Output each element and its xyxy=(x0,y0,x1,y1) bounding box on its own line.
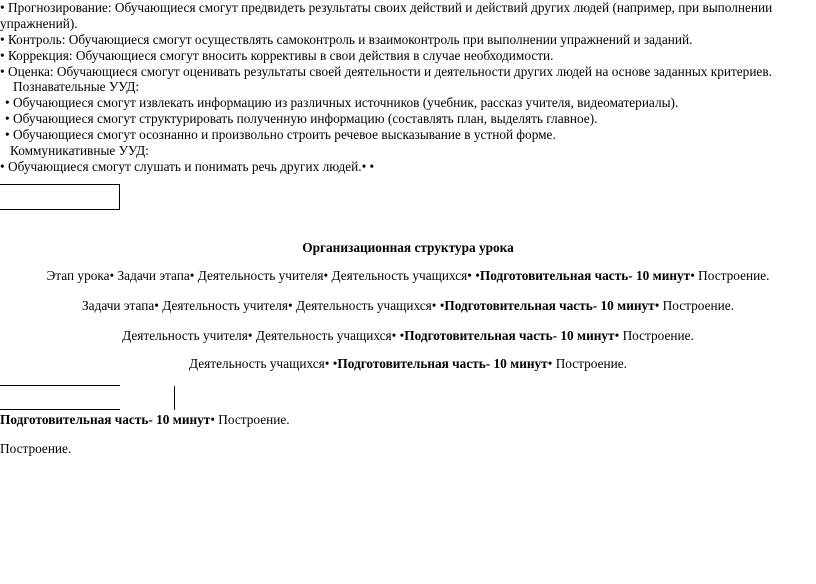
row-4-text: Деятельность учащихся• • xyxy=(189,356,338,371)
row-1-bold: Подготовительная часть- 10 минут xyxy=(479,268,691,283)
row-1-text: Этап урока• Задачи этапа• Деятельность учителя• Деятельность учащихся• • xyxy=(46,268,480,283)
structure-row-5 xyxy=(0,412,290,428)
rule-line-bottom xyxy=(0,409,120,410)
row-3-bold: Подготовительная часть- 10 минут xyxy=(404,328,615,343)
rule-line-vertical xyxy=(174,386,175,410)
text-line-forecasting-cont: упражнений). xyxy=(0,16,78,31)
rule-line-top xyxy=(0,385,120,386)
bullet-marks: • • xyxy=(361,159,375,174)
structure-row-4 xyxy=(0,356,816,372)
row-5-tail: • Построение. xyxy=(210,412,290,427)
empty-frame xyxy=(0,184,120,210)
text-line-listening xyxy=(0,159,374,175)
row-4-bold: Подготовительная часть- 10 минут xyxy=(337,356,548,371)
text-listening: • Обучающиеся смогут слушать и понимать речь других людей. xyxy=(0,159,362,174)
row-3-text: Деятельность учителя• Деятельность учащихся• • xyxy=(122,328,405,343)
row-1-tail: • Построение. xyxy=(690,268,770,283)
row-2-bold: Подготовительная часть- 10 минут xyxy=(444,298,655,313)
text-line-evaluation: • Оценка: Обучающиеся смогут оценивать результаты своей деятельности и деятельности других людей на основе заданных критериев. xyxy=(0,64,772,79)
structure-row-2 xyxy=(0,298,816,314)
text-line-speech: • Обучающиеся смогут осознанно и произвольно строить речевое высказывание в устной форме. xyxy=(5,127,556,142)
structure-row-1 xyxy=(0,268,816,284)
row-2-tail: • Построение. xyxy=(654,298,734,313)
heading-communicative-uud: Коммуникативные УУД: xyxy=(10,143,149,158)
row-2-text: Задачи этапа• Деятельность учителя• Деятельность учащихся• • xyxy=(82,298,445,313)
row-5-bold: Подготовительная часть- 10 минут xyxy=(0,412,211,427)
text-line-correction: • Коррекция: Обучающиеся смогут вносить коррективы в свои действия в случае необходимости. xyxy=(0,48,554,63)
text-line-extract-info: • Обучающиеся смогут извлекать информацию из различных источников (учебник, рассказ учителя, видеоматериалы). xyxy=(5,95,679,110)
row-3-tail: • Построение. xyxy=(614,328,694,343)
text-line-structure-info: • Обучающиеся смогут структурировать полученную информацию (составлять план, выделять главное). xyxy=(5,111,598,126)
heading-cognitive-uud: Познавательные УУД: xyxy=(13,79,140,94)
text-line-control: • Контроль: Обучающиеся смогут осуществлять самоконтроль и взаимоконтроль при выполнении упражнений и заданий. xyxy=(0,32,693,47)
structure-row-6: Построение. xyxy=(0,441,72,456)
structure-row-3 xyxy=(0,328,816,344)
structure-title: Организационная структура урока xyxy=(302,240,514,255)
text-line-forecasting: • Прогнозирование: Обучающиеся смогут предвидеть результаты своих действий и действий других людей (например, при выполнении xyxy=(0,0,773,15)
row-4-tail: • Построение. xyxy=(547,356,627,371)
